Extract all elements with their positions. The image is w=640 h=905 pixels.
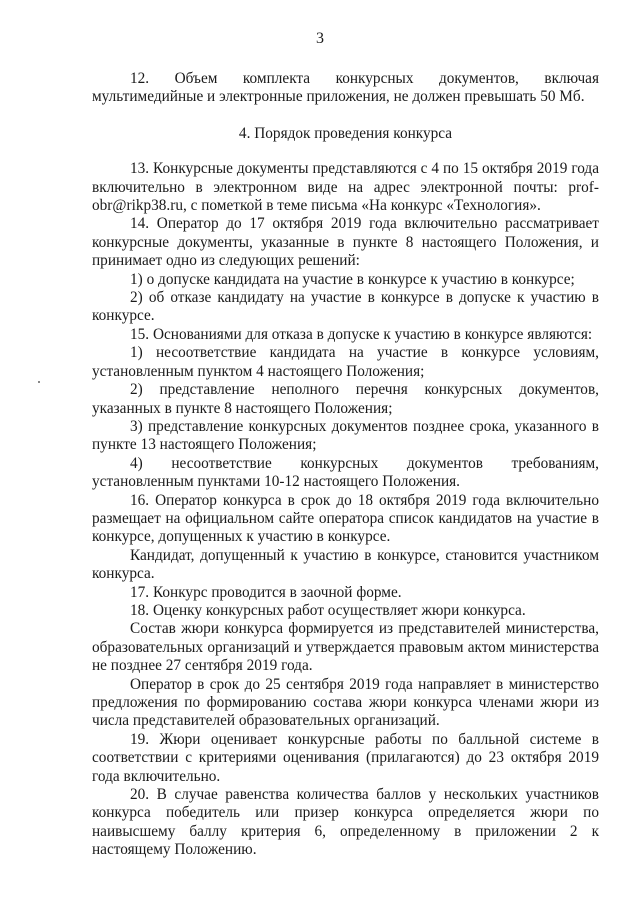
paragraph-14: 14. Оператор до 17 октября 2019 года включительно рассматривает конкурсные документы, указанные в пункте 8 настоящего Положения, и принимает одно из следующих решений: <box>92 215 599 270</box>
paragraph-20: 20. В случае равенства количества баллов у нескольких участников конкурса победитель или призер конкурса определяется жюри по наивысшему баллу критерия 6, определенному в приложении 2 к настоящему Положению. <box>92 786 599 859</box>
scan-speck <box>38 381 40 383</box>
document-body <box>92 70 599 860</box>
paragraph-16: 16. Оператор конкурса в срок до 18 октября 2019 года включительно размещает на официальном сайте оператора список кандидатов на участие в конкурсе, допущенных к участию в конкурсе. <box>92 491 599 546</box>
paragraph-15: 15. Основаниями для отказа в допуске к участию в конкурсе являются: <box>130 325 593 343</box>
page-number: 3 <box>316 30 324 47</box>
paragraph-13: 13. Конкурсные документы представляются с 4 по 15 октября 2019 года включительно в электронном виде на адрес электронной почты: prof-obr@rikp38.ru, с пометкой в теме письма «На конкурс «Технология». <box>92 160 599 215</box>
paragraph-15-item-3: 3) представление конкурсных документов позднее срока, указанного в пункте 13 настоящего Положения; <box>92 417 599 454</box>
paragraph-18: 18. Оценку конкурсных работ осуществляет жюри конкурса. <box>130 601 526 619</box>
section-heading: 4. Порядок проведения конкурса <box>238 124 453 142</box>
paragraph-14-item-1: 1) о допуске кандидата на участие в конкурсе к участию в конкурсе; <box>130 270 575 288</box>
paragraph-15-item-4: 4) несоответствие конкурсных документов требованиям, установленным пунктами 10-12 настоящего Положения. <box>92 454 599 491</box>
paragraph-19: 19. Жюри оценивает конкурсные работы по балльной системе в соответствии с критериями оценивания (прилагаются) до 23 октября 2019 года включительно. <box>92 730 599 785</box>
paragraph-18-operator: Оператор в срок до 25 сентября 2019 года направляет в министерство предложения по формированию состава жюри конкурса членами жюри из числа представителей образовательных организаций. <box>92 675 599 730</box>
paragraph-17: 17. Конкурс проводится в заочной форме. <box>130 583 402 601</box>
paragraph-12: 12. Объем комплекта конкурсных документов, включая мультимедийные и электронные приложения, не должен превышать 50 Мб. <box>92 70 599 106</box>
paragraph-18-jury: Состав жюри конкурса формируется из представителей министерства, образовательных организаций и утверждается правовым актом министерства не позднее 27 сентября 2019 года. <box>92 620 599 675</box>
paragraph-15-item-2: 2) представление неполного перечня конкурсных документов, указанных в пункте 8 настоящего Положения; <box>92 381 599 417</box>
paragraph-14-item-2: 2) об отказе кандидату на участие в конкурсе в допуске к участию в конкурсе. <box>92 289 599 325</box>
paragraph-15-item-1: 1) несоответствие кандидата на участие в конкурсе условиям, установленным пунктом 4 настоящего Положения; <box>92 344 599 380</box>
paragraph-16-note: Кандидат, допущенный к участию в конкурсе, становится участником конкурса. <box>92 546 599 583</box>
